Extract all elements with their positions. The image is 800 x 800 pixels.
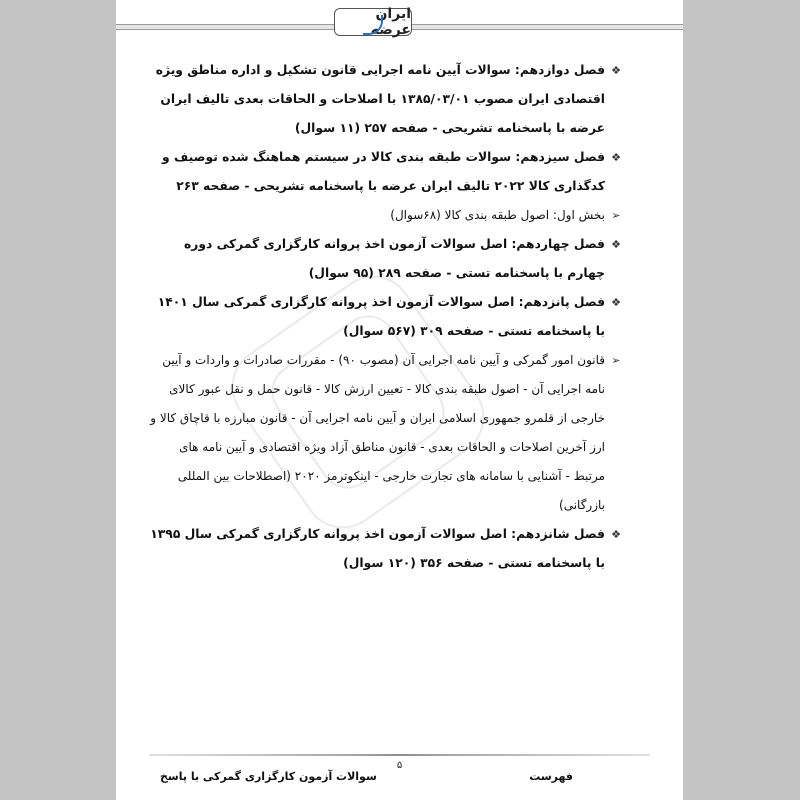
diamond-bullet-icon: ❖ <box>611 528 621 541</box>
toc-entry-text: فصل سیزدهم: سوالات طبقه بندی کالا در سیستم هماهنگ شده توصیف و کدگذاری کالا ۲۰۲۲ تالیف ایران عرضه با پاسخنامه تشریحی - صفحه ۲۶۳ <box>162 150 605 193</box>
toc-chapter-15 <box>146 288 623 346</box>
toc-chapter-14 <box>146 230 623 288</box>
toc-entry-text: فصل چهاردهم: اصل سوالات آزمون اخذ پروانه کارگزاری گمرکی دوره چهارم با پاسخنامه تستی - صفحه ۲۸۹ (۹۵ سوال) <box>184 237 605 280</box>
toc-section <box>146 346 623 520</box>
publisher-logo <box>334 8 412 36</box>
footer-rule <box>149 754 650 756</box>
table-of-contents <box>146 56 623 578</box>
toc-chapter-13 <box>146 143 623 201</box>
diamond-bullet-icon: ❖ <box>611 296 621 309</box>
toc-section <box>146 201 623 230</box>
footer-book-title: سوالات آزمون کارگزاری گمرکی با پاسخ <box>160 770 377 783</box>
toc-chapter-12 <box>146 56 623 143</box>
toc-entry-text: فصل دوازدهم: سوالات آیین نامه اجرایی قانون تشکیل و اداره مناطق ویژه اقتصادی ایران مصوب ۱۳۸۵/۰۳/۰۱ با اصلاحات و الحاقات بعدی تالیف ایران عرضه با پاسخنامه تشریحی - صفحه ۲۵۷ (۱۱ سوال) <box>155 63 605 135</box>
toc-entry-text: فصل پانزدهم: اصل سوالات آزمون اخذ پروانه کارگزاری گمرکی سال ۱۴۰۱ با پاسخنامه تستی - صفحه ۳۰۹ (۵۶۷ سوال) <box>157 295 605 338</box>
diamond-bullet-icon: ❖ <box>611 64 621 77</box>
document-page <box>116 0 683 800</box>
toc-entry-text: فصل شانزدهم: اصل سوالات آزمون اخذ پروانه کارگزاری گمرکی سال ۱۳۹۵ با پاسخنامه تستی - صفحه ۳۵۶ (۱۲۰ سوال) <box>150 527 605 570</box>
logo-text: ایران عرضه <box>370 6 411 38</box>
diamond-bullet-icon: ❖ <box>611 238 621 251</box>
toc-chapter-16 <box>146 520 623 578</box>
arrow-bullet-icon: ➢ <box>611 209 621 222</box>
footer-section-label: فهرست <box>529 770 573 783</box>
arrow-bullet-icon: ➢ <box>611 354 621 367</box>
page-number: ۵ <box>396 760 403 771</box>
diamond-bullet-icon: ❖ <box>611 151 621 164</box>
toc-entry-text: بخش اول: اصول طبقه بندی کالا (۶۸سوال) <box>390 208 605 222</box>
toc-entry-text: قانون امور گمرکی و آیین نامه اجرایی آن (مصوب ۹۰) - مقررات صادرات و واردات و آیین نامه اجرایی آن - اصول طبقه بندی کالا - تعیین ارزش کالا - قانون حمل و نقل عبور کالای خارجی از قلمرو جمهوری اسلامی ایران و آیین نامه اجرایی آن - قانون مبارزه با قاچاق کالا و ارز آخرین اصلاحات و الحاقات بعدی - قانون مناطق آزاد ویژه اقتصادی و آیین نامه های مرتبط - آشنایی با سامانه های تجارت خارجی - اینکوترمز ۲۰۲۰ (اصطلاحات بین المللی بازرگانی) <box>150 353 605 512</box>
